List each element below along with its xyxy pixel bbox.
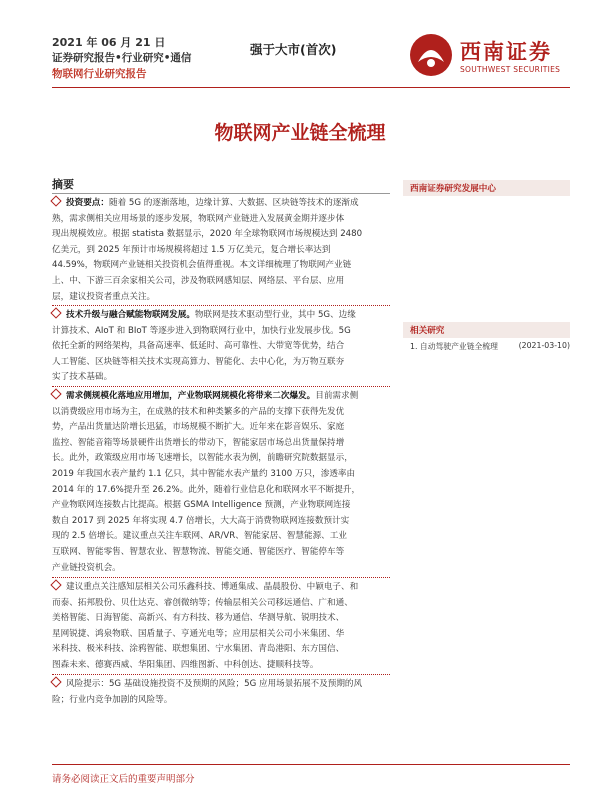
line: 2014 年的 17.6%提升至 26.2%。此外，随着行业信息化和联网水平不断提升， xyxy=(52,484,361,495)
paragraph-separator xyxy=(52,674,390,675)
line: 层，建议投资者重点关注。 xyxy=(52,291,156,302)
line: 人工智能、区块链等相关技术实现高算力、智能化、去中心化，为万物互联夯 xyxy=(52,356,345,367)
summary-paragraph-5 xyxy=(52,677,394,708)
summary-paragraph-2 xyxy=(52,308,394,386)
summary-divider xyxy=(52,193,390,194)
line: 物联网是技术驱动型行业，其中 5G、边缘 xyxy=(194,310,356,320)
line: 数自 2017 到 2025 年将实现 4.7 倍增长，大大高于消费物联网连接数预计实 xyxy=(52,515,350,526)
summary-heading: 摘要 xyxy=(52,178,74,191)
summary-paragraph-4 xyxy=(52,580,394,674)
diamond-bullet-icon xyxy=(50,195,61,206)
report-subtype: 物联网行业研究报告 xyxy=(52,68,147,80)
line: 产业物联网连接数占比提高。根据 GSMA Intelligence 预测，产业物联网连接 xyxy=(52,500,351,511)
line: 产业链投资机会。 xyxy=(52,562,121,573)
related-research-item[interactable] xyxy=(410,341,570,352)
line: 计算技术、AIoT 和 BIoT 等逐步进入到物联网行业中，加快行业发展步伐。5G xyxy=(52,325,351,336)
line: 以消费级应用市场为主，在成熟的技术和种类繁多的产品的支撑下获得先发优 xyxy=(52,406,345,417)
line: 现出规模效应。根据 statista 数据显示，2020 年全球物联网市场规模达到 2480 xyxy=(52,229,363,240)
industry-rating: 强于大市(首次) xyxy=(250,42,337,57)
paragraph-lead: 技术升级与融合赋能物联网发展。 xyxy=(66,310,195,320)
line: 互联网、智能零售、智慧农业、智慧物流、智能交通、智能医疗、智能停车等 xyxy=(52,546,345,557)
line: 上、中、下游三百余家相关公司，涉及物联网感知层、网络层、平台层、应用 xyxy=(52,275,345,286)
line: 风险提示：5G 基础设施投资不及预期的风险；5G 应用场景拓展不及预期的风 xyxy=(66,679,363,689)
line: 势，产品出货量达阶增长迅猛，市场规模不断扩大。近年来在影音娱乐、家庭 xyxy=(52,422,345,433)
line: 建议重点关注感知层相关公司乐鑫科技、博通集成、晶晨股份、中颖电子、和 xyxy=(66,582,359,592)
line: 随着 5G 的逐渐落地，边缘计算、大数据、区块链等技术的逐渐成 xyxy=(108,198,359,208)
logo-text-en: SOUTHWEST SECURITIES xyxy=(460,65,561,74)
footer-divider xyxy=(52,764,570,765)
line: 2019 年我国水表产量约 1.1 亿只，其中智能水表产量约 3100 万只，渗透率由 xyxy=(52,468,356,479)
paragraph-lead: 需求侧规模化落地应用增加，产业物联网规模化将带来二次爆发。 xyxy=(66,391,316,401)
logo-text-cn: 西南证券 xyxy=(460,39,552,64)
line: 依托全新的网络架构，具备高速率、低延时、高可靠性、大带宽等优势，结合 xyxy=(52,341,345,352)
related-item-title[interactable]: 1. 自动驾驶产业链全梳理 xyxy=(410,342,498,351)
line: 星网锐捷、鸿泉物联、国盾量子、亨通光电等；应用层相关公司小米集团、华 xyxy=(52,628,345,639)
related-research-title: 相关研究 xyxy=(410,326,445,336)
paragraph-separator xyxy=(52,577,390,578)
line: 44.59%，物联网产业链相关投资机会值得重视。本文详细梳理了物联网产业链 xyxy=(52,260,352,271)
summary-paragraph-3 xyxy=(52,389,394,576)
company-logo xyxy=(408,30,568,80)
paragraph-separator xyxy=(52,386,390,387)
diamond-bullet-icon xyxy=(50,676,61,687)
footer-disclaimer: 请务必阅读正文后的重要声明部分 xyxy=(52,774,195,785)
line: 亿美元，到 2025 年预计市场规模将超过 1.5 万亿美元，复合增长率达到 xyxy=(52,244,331,255)
diamond-bullet-icon xyxy=(50,388,61,399)
report-date: 2021 年 06 月 21 日 xyxy=(52,36,166,49)
diamond-bullet-icon xyxy=(50,307,61,318)
logo-emblem-icon xyxy=(408,32,454,78)
line: 图森未来、德赛西威、华阳集团、四维图新、中科创达、捷顺科技等。 xyxy=(52,659,319,670)
summary-paragraph-1 xyxy=(52,196,394,305)
line: 米科技、极米科技、涂鸦智能、联想集团、宁水集团、青岛港阳、东方国信、 xyxy=(52,644,345,655)
report-title: 物联网产业链全梳理 xyxy=(214,122,386,144)
line: 而泰、拓邦股份、贝仕达克、睿创微纳等；传输层相关公司移远通信、广和通、 xyxy=(52,597,353,608)
line: 现的 2.5 倍增长。建议重点关注车联网、AR/VR、智能家居、智慧能源、工业 xyxy=(52,531,347,542)
line: 目前需求侧 xyxy=(315,391,359,401)
paragraph-lead: 投资要点： xyxy=(66,198,109,208)
diamond-bullet-icon xyxy=(50,579,61,590)
header-divider xyxy=(52,87,570,88)
line: 美格智能、日海智能、高新兴、有方科技、移为通信、华测导航、锐明技术、 xyxy=(52,613,345,624)
line: 险；行业内竞争加剧的风险等。 xyxy=(52,694,173,705)
report-type: 证券研究报告•行业研究•通信 xyxy=(52,52,192,64)
line: 实了技术基础。 xyxy=(52,372,113,383)
line: 长。此外，政策级应用市场飞速增长，以智能水表为例，前瞻研究院数据显示， xyxy=(52,453,353,464)
related-item-date: (2021-03-10) xyxy=(518,341,570,350)
research-center-title: 西南证券研究发展中心 xyxy=(410,184,496,194)
paragraph-separator xyxy=(52,305,390,306)
line: 监控、智能音箱等场景硬件出货增长的带动下，智能家居市场总出货量保持增 xyxy=(52,437,345,448)
line: 熟，需求侧相关应用场景的逐步发展，物联网产业链进入发展黄金期并逐步体 xyxy=(52,213,345,224)
